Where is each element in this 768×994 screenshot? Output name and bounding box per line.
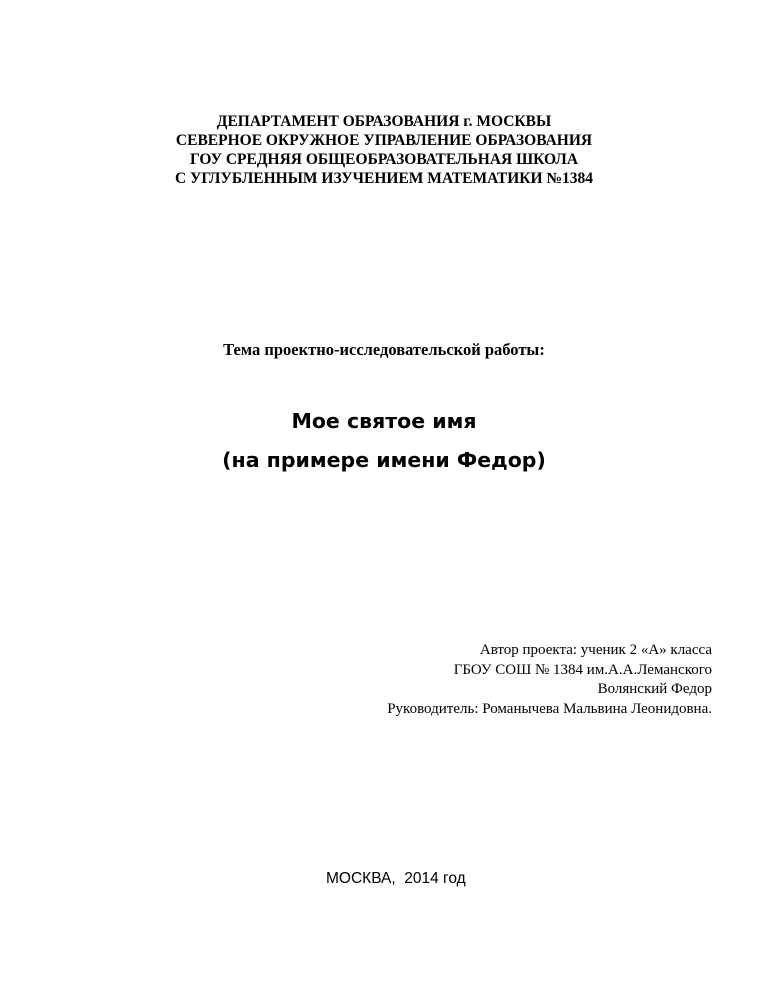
city-year-footer: МОСКВА, 2014 год [326, 870, 466, 887]
header-line-school: ГОУ СРЕДНЯЯ ОБЩЕОБРАЗОВАТЕЛЬНАЯ ШКОЛА [189, 151, 579, 168]
header-line-specialization: С УГЛУБЛЕННЫМ ИЗУЧЕНИЕМ МАТЕМАТИКИ №1384 [174, 170, 594, 187]
topic-label: Тема проектно-исследовательской работы: [223, 340, 545, 359]
author-line-name: Волянский Федор [597, 681, 712, 697]
institution-header [0, 112, 768, 188]
header-line-district: СЕВЕРНОЕ ОКРУЖНОЕ УПРАВЛЕНИЕ ОБРАЗОВАНИЯ [175, 132, 593, 149]
project-title-line-1: Мое святое имя [291, 409, 477, 433]
project-title-line-2: (на примере имени Федор) [222, 448, 546, 472]
author-line-school: ГБОУ СОШ № 1384 им.А.А.Леманского [453, 661, 712, 678]
project-title [0, 402, 768, 480]
author-line-supervisor: Руководитель: Романычева Мальвина Леонидовна. [387, 700, 712, 717]
author-block [387, 641, 712, 719]
header-line-department: ДЕПАРТАМЕНТ ОБРАЗОВАНИЯ г. МОСКВЫ [216, 113, 552, 130]
author-line-student: Автор проекта: ученик 2 «А» класса [479, 642, 712, 658]
